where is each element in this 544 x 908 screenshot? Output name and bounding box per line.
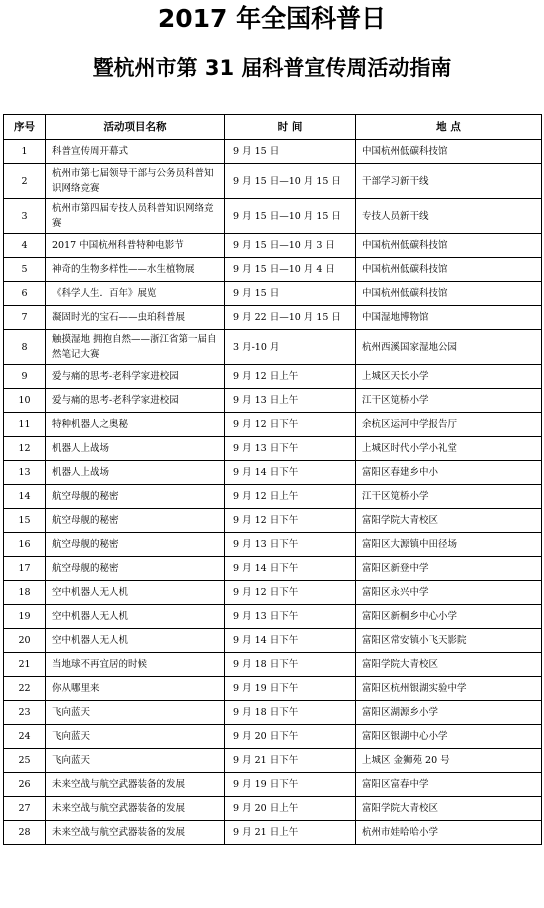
activity-time: 9 月 18 日下午 xyxy=(225,701,356,725)
activity-name: 空中机器人无人机 xyxy=(46,581,225,605)
row-number: 3 xyxy=(4,199,46,234)
activity-location: 中国湿地博物馆 xyxy=(356,306,542,330)
activity-time: 9 月 20 日下午 xyxy=(225,725,356,749)
row-number: 15 xyxy=(4,509,46,533)
activity-time: 9 月 13 日下午 xyxy=(225,605,356,629)
activity-time: 9 月 15 日 xyxy=(225,282,356,306)
header-number: 序号 xyxy=(4,115,46,140)
table-row xyxy=(4,306,542,330)
activity-location: 富阳学院大青校区 xyxy=(356,509,542,533)
activity-name: 航空母舰的秘密 xyxy=(46,509,225,533)
activity-name: 杭州市第四届专技人员科普知识网络竞赛 xyxy=(46,199,225,234)
activity-time: 9 月 13 日上午 xyxy=(225,389,356,413)
activity-location: 余杭区运河中学报告厅 xyxy=(356,413,542,437)
activity-location: 富阳区春建乡中小 xyxy=(356,461,542,485)
row-number: 7 xyxy=(4,306,46,330)
row-number: 27 xyxy=(4,797,46,821)
table-row xyxy=(4,701,542,725)
table-row xyxy=(4,509,542,533)
activity-location: 富阳区常安镇小飞天影院 xyxy=(356,629,542,653)
row-number: 20 xyxy=(4,629,46,653)
table-row xyxy=(4,330,542,365)
table-row xyxy=(4,581,542,605)
row-number: 14 xyxy=(4,485,46,509)
activity-location: 富阳区杭州银湖实验中学 xyxy=(356,677,542,701)
activity-location: 富阳区大源镇中田径场 xyxy=(356,533,542,557)
activity-location: 富阳区永兴中学 xyxy=(356,581,542,605)
activity-name: 科普宣传周开幕式 xyxy=(46,140,225,164)
header-activity-name: 活动项目名称 xyxy=(46,115,225,140)
table-row xyxy=(4,413,542,437)
row-number: 24 xyxy=(4,725,46,749)
activity-name: 杭州市第七届领导干部与公务员科普知识网络竞赛 xyxy=(46,164,225,199)
table-row xyxy=(4,605,542,629)
activity-name: 机器人上战场 xyxy=(46,461,225,485)
activity-name: 航空母舰的秘密 xyxy=(46,485,225,509)
row-number: 18 xyxy=(4,581,46,605)
activity-name: 空中机器人无人机 xyxy=(46,605,225,629)
table-row xyxy=(4,557,542,581)
table-row xyxy=(4,725,542,749)
header-location: 地 点 xyxy=(356,115,542,140)
activity-location: 中国杭州低碳科技馆 xyxy=(356,234,542,258)
activity-location: 富阳区新登中学 xyxy=(356,557,542,581)
activity-time: 9 月 12 日上午 xyxy=(225,485,356,509)
row-number: 12 xyxy=(4,437,46,461)
activity-name: 神奇的生物多样性——水生植物展 xyxy=(46,258,225,282)
activity-name: 飞向蓝天 xyxy=(46,701,225,725)
activity-time: 9 月 19 日下午 xyxy=(225,677,356,701)
activity-location: 江干区笕桥小学 xyxy=(356,485,542,509)
activity-time: 9 月 15 日—10 月 4 日 xyxy=(225,258,356,282)
activity-name: 未来空战与航空武器装备的发展 xyxy=(46,797,225,821)
table-row xyxy=(4,485,542,509)
table-row xyxy=(4,821,542,845)
activity-location: 中国杭州低碳科技馆 xyxy=(356,258,542,282)
row-number: 6 xyxy=(4,282,46,306)
table-row xyxy=(4,199,542,234)
activity-location: 富阳区富春中学 xyxy=(356,773,542,797)
activity-location: 干部学习新干线 xyxy=(356,164,542,199)
row-number: 17 xyxy=(4,557,46,581)
header-time: 时 间 xyxy=(225,115,356,140)
activity-location: 富阳区湖源乡小学 xyxy=(356,701,542,725)
row-number: 19 xyxy=(4,605,46,629)
activity-name: 《科学人生．百年》展览 xyxy=(46,282,225,306)
row-number: 10 xyxy=(4,389,46,413)
activity-time: 9 月 12 日上午 xyxy=(225,365,356,389)
activity-name: 爱与痛的思考-老科学家进校园 xyxy=(46,389,225,413)
row-number: 23 xyxy=(4,701,46,725)
table-row xyxy=(4,797,542,821)
activity-time: 9 月 14 日下午 xyxy=(225,461,356,485)
activity-time: 9 月 21 日上午 xyxy=(225,821,356,845)
table-row xyxy=(4,282,542,306)
activity-time: 9 月 12 日下午 xyxy=(225,581,356,605)
activity-name: 机器人上战场 xyxy=(46,437,225,461)
row-number: 9 xyxy=(4,365,46,389)
activity-name: 特种机器人之奥秘 xyxy=(46,413,225,437)
activity-time: 9 月 12 日下午 xyxy=(225,413,356,437)
activity-name: 未来空战与航空武器装备的发展 xyxy=(46,773,225,797)
table-row xyxy=(4,677,542,701)
activity-location: 上城区时代小学小礼堂 xyxy=(356,437,542,461)
table-row xyxy=(4,533,542,557)
activity-location: 江干区笕桥小学 xyxy=(356,389,542,413)
table-row xyxy=(4,629,542,653)
page-subtitle: 暨杭州市第 31 届科普宣传周活动指南 xyxy=(92,56,452,80)
activity-name: 凝固时光的宝石——虫珀科普展 xyxy=(46,306,225,330)
activity-location: 上城区天长小学 xyxy=(356,365,542,389)
table-row xyxy=(4,258,542,282)
row-number: 22 xyxy=(4,677,46,701)
activity-time: 9 月 14 日下午 xyxy=(225,629,356,653)
activity-location: 富阳区新桐乡中心小学 xyxy=(356,605,542,629)
activity-name: 2017 中国杭州科普特种电影节 xyxy=(46,234,225,258)
activity-time: 9 月 15 日—10 月 15 日 xyxy=(225,199,356,234)
activity-time: 9 月 15 日—10 月 15 日 xyxy=(225,164,356,199)
activity-time: 9 月 15 日 xyxy=(225,140,356,164)
row-number: 5 xyxy=(4,258,46,282)
activity-name: 航空母舰的秘密 xyxy=(46,533,225,557)
table-row xyxy=(4,773,542,797)
activity-location: 杭州西溪国家湿地公园 xyxy=(356,330,542,365)
table-row xyxy=(4,164,542,199)
activity-table xyxy=(3,114,542,845)
row-number: 13 xyxy=(4,461,46,485)
activity-name: 未来空战与航空武器装备的发展 xyxy=(46,821,225,845)
activity-time: 9 月 20 日上午 xyxy=(225,797,356,821)
row-number: 2 xyxy=(4,164,46,199)
activity-location: 富阳区银湖中心小学 xyxy=(356,725,542,749)
row-number: 21 xyxy=(4,653,46,677)
activity-time: 9 月 13 日下午 xyxy=(225,437,356,461)
activity-time: 3 月-10 月 xyxy=(225,330,356,365)
row-number: 26 xyxy=(4,773,46,797)
activity-location: 中国杭州低碳科技馆 xyxy=(356,282,542,306)
activity-name: 空中机器人无人机 xyxy=(46,629,225,653)
activity-name: 飞向蓝天 xyxy=(46,725,225,749)
activity-name: 爱与痛的思考-老科学家进校园 xyxy=(46,365,225,389)
activity-time: 9 月 19 日下午 xyxy=(225,773,356,797)
activity-time: 9 月 18 日下午 xyxy=(225,653,356,677)
table-row xyxy=(4,365,542,389)
table-row xyxy=(4,653,542,677)
activity-location: 富阳学院大青校区 xyxy=(356,797,542,821)
activity-time: 9 月 12 日下午 xyxy=(225,509,356,533)
row-number: 11 xyxy=(4,413,46,437)
activity-time: 9 月 22 日—10 月 15 日 xyxy=(225,306,356,330)
page-title: 2017 年全国科普日 xyxy=(157,4,387,33)
activity-name: 触摸湿地 拥抱自然——浙江省第一届自然笔记大赛 xyxy=(46,330,225,365)
activity-time: 9 月 21 日下午 xyxy=(225,749,356,773)
activity-time: 9 月 15 日—10 月 3 日 xyxy=(225,234,356,258)
row-number: 28 xyxy=(4,821,46,845)
activity-location: 上城区 金狮苑 20 号 xyxy=(356,749,542,773)
row-number: 8 xyxy=(4,330,46,365)
activity-location: 专技人员新干线 xyxy=(356,199,542,234)
activity-name: 当地球不再宜居的时候 xyxy=(46,653,225,677)
table-row xyxy=(4,140,542,164)
activity-location: 富阳学院大青校区 xyxy=(356,653,542,677)
activity-name: 你从哪里来 xyxy=(46,677,225,701)
activity-location: 杭州市娃哈哈小学 xyxy=(356,821,542,845)
table-row xyxy=(4,234,542,258)
row-number: 1 xyxy=(4,140,46,164)
row-number: 16 xyxy=(4,533,46,557)
activity-time: 9 月 13 日下午 xyxy=(225,533,356,557)
activity-location: 中国杭州低碳科技馆 xyxy=(356,140,542,164)
row-number: 25 xyxy=(4,749,46,773)
table-row xyxy=(4,389,542,413)
table-row xyxy=(4,437,542,461)
activity-time: 9 月 14 日下午 xyxy=(225,557,356,581)
activity-name: 飞向蓝天 xyxy=(46,749,225,773)
table-row xyxy=(4,749,542,773)
table-row xyxy=(4,461,542,485)
row-number: 4 xyxy=(4,234,46,258)
activity-name: 航空母舰的秘密 xyxy=(46,557,225,581)
table-header-row xyxy=(4,115,542,140)
